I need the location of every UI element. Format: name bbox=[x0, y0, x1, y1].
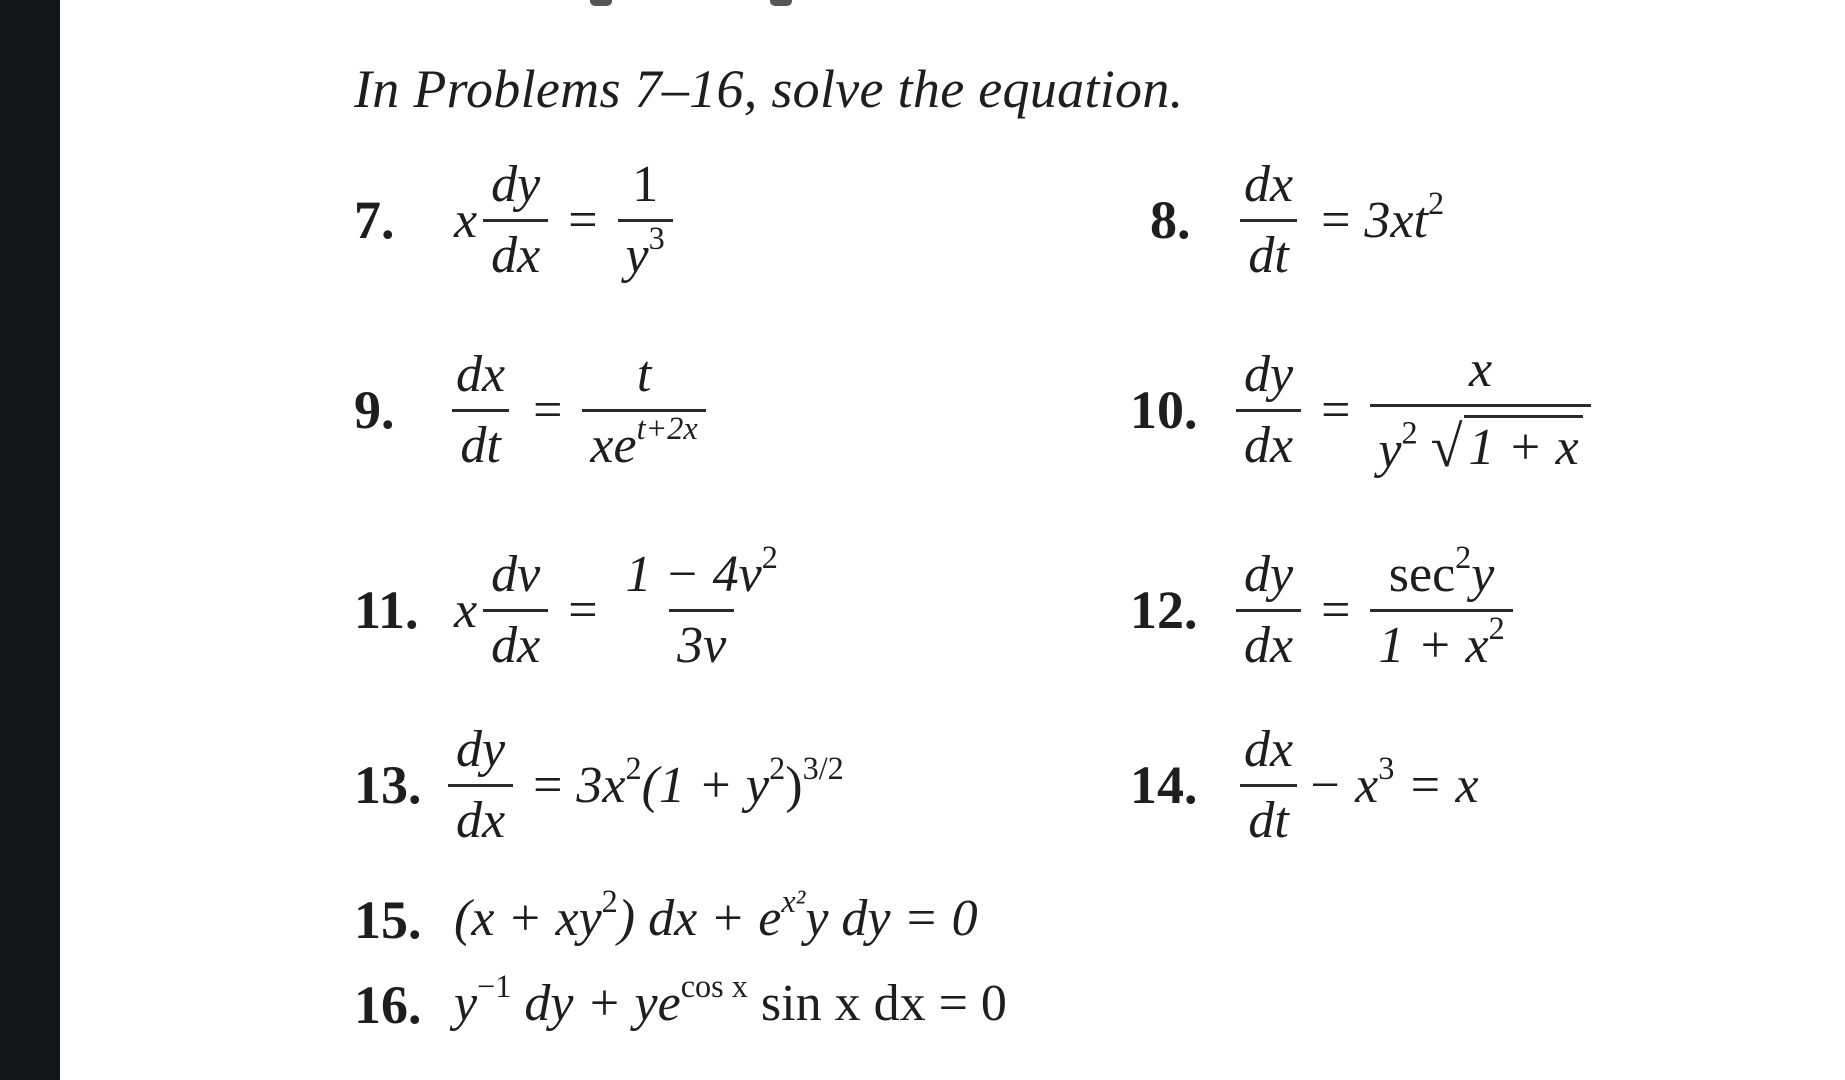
derivative-fraction bbox=[1236, 720, 1301, 849]
equals: = bbox=[1321, 581, 1351, 639]
numerator: dy bbox=[1244, 345, 1294, 403]
numerator: dy bbox=[1244, 545, 1294, 603]
equals: = bbox=[1321, 381, 1351, 439]
equals: = bbox=[1321, 191, 1351, 249]
numerator: $1 - 4v^2$ bbox=[625, 538, 778, 603]
equation bbox=[1230, 538, 1519, 675]
derivative-fraction bbox=[483, 545, 548, 674]
rhs-fraction bbox=[1370, 538, 1512, 674]
equals: = bbox=[533, 381, 563, 439]
problem-number: 8. bbox=[1150, 190, 1191, 250]
equation bbox=[1230, 155, 1444, 285]
square-root: √ 1 + x bbox=[1431, 415, 1583, 474]
cropped-previous-line bbox=[580, 0, 840, 10]
problem-number: 12. bbox=[1130, 580, 1198, 640]
denominator: $xe^{t+2x}$ bbox=[582, 409, 705, 472]
equals: = bbox=[533, 756, 563, 814]
numerator: dx bbox=[1244, 155, 1294, 213]
derivative-fraction bbox=[1236, 345, 1301, 474]
rhs-fraction bbox=[1370, 340, 1590, 480]
equation bbox=[454, 155, 679, 285]
problem-number: 9. bbox=[354, 380, 395, 440]
numerator: dx bbox=[1244, 720, 1294, 778]
equation: $(x + xy^2)$ dx + $e^{x^2}y$ dy = 0 bbox=[454, 882, 978, 947]
rhs: $3x^2(1 + y^2)^{3/2}$ bbox=[576, 749, 844, 814]
coefficient: x bbox=[454, 581, 478, 639]
denominator: dx bbox=[1236, 409, 1301, 472]
crop-fragment bbox=[590, 0, 612, 6]
derivative-fraction bbox=[483, 155, 548, 284]
numerator: 1 bbox=[632, 155, 659, 213]
equation: $y^{-1}$ dy + $ye^{cos x}$ sin x dx = 0 bbox=[454, 967, 1007, 1032]
equation bbox=[442, 345, 712, 475]
derivative-fraction bbox=[448, 720, 513, 849]
denominator: dx bbox=[483, 609, 548, 672]
problem-number: 10. bbox=[1130, 380, 1198, 440]
problem-number: 11. bbox=[354, 580, 419, 640]
derivative-fraction bbox=[448, 345, 513, 474]
equation bbox=[454, 538, 792, 675]
equals: = bbox=[568, 581, 598, 639]
left-dark-bar bbox=[0, 0, 60, 1080]
problem-number: 14. bbox=[1130, 755, 1198, 815]
denominator: dt bbox=[452, 409, 508, 472]
denominator: dx bbox=[448, 784, 513, 847]
equation bbox=[1230, 340, 1597, 480]
numerator: dy bbox=[491, 155, 541, 213]
problem-number: 16. bbox=[354, 975, 422, 1035]
equation bbox=[1230, 720, 1479, 850]
denominator: dx bbox=[1236, 609, 1301, 672]
derivative-fraction bbox=[1236, 155, 1301, 284]
numerator: dx bbox=[456, 345, 506, 403]
denominator: dx bbox=[483, 219, 548, 282]
rhs-fraction bbox=[582, 345, 705, 474]
equation bbox=[442, 720, 844, 850]
numerator: $\sec^2y$ bbox=[1388, 538, 1495, 603]
rhs-fraction bbox=[618, 538, 786, 674]
rhs: − $x^3 = x$ bbox=[1307, 749, 1479, 814]
rhs-fraction bbox=[618, 155, 673, 284]
denominator: $y^3$ bbox=[618, 219, 673, 282]
numerator: t bbox=[636, 345, 652, 403]
problem-number: 7. bbox=[354, 190, 395, 250]
problem-number: 13. bbox=[354, 755, 422, 815]
equals: = bbox=[568, 191, 598, 249]
derivative-fraction bbox=[1236, 545, 1301, 674]
denominator: $y^2$ √ 1 + x bbox=[1370, 404, 1590, 477]
numerator: x bbox=[1468, 340, 1493, 398]
denominator: 3v bbox=[669, 609, 734, 672]
problems-heading: In Problems 7–16, solve the equation. bbox=[354, 59, 1184, 119]
coefficient: x bbox=[454, 191, 478, 249]
numerator: dy bbox=[456, 720, 506, 778]
numerator: dv bbox=[491, 545, 541, 603]
rhs: $3xt^2$ bbox=[1364, 184, 1445, 249]
denominator: dt bbox=[1240, 219, 1296, 282]
problem-number: 15. bbox=[354, 890, 422, 950]
denominator: $1 + x^2$ bbox=[1370, 609, 1512, 672]
crop-fragment bbox=[770, 0, 792, 6]
denominator: dt bbox=[1240, 784, 1296, 847]
